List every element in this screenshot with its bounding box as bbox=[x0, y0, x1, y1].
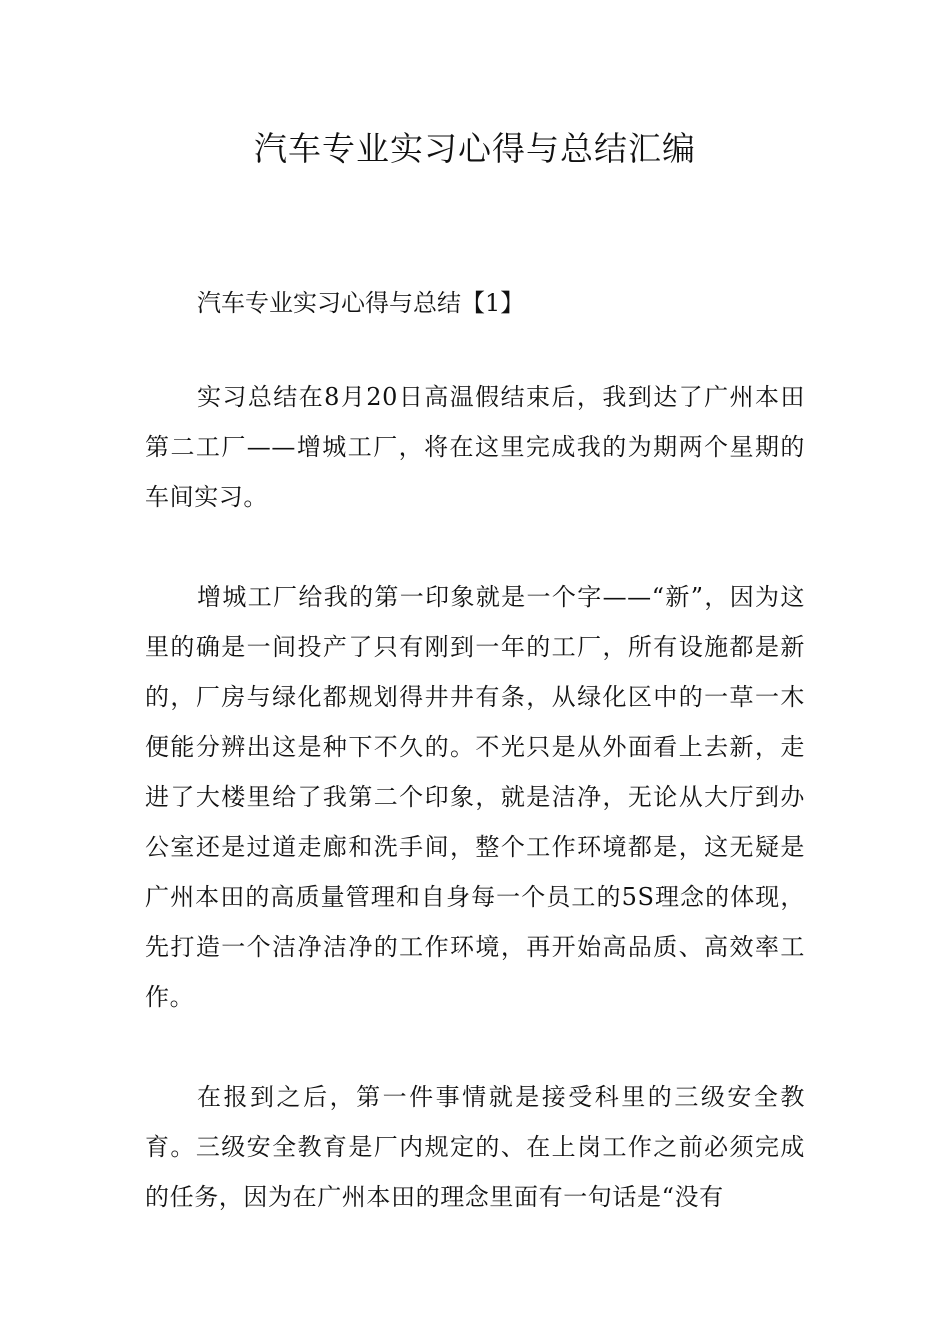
document-title: 汽车专业实习心得与总结汇编 bbox=[254, 129, 696, 168]
document-body bbox=[145, 278, 805, 1222]
paragraph-1: 实习总结在8月20日高温假结束后，我到达了广州本田第二工厂——增城工厂，将在这里完成我的为期两个星期的车间实习。 bbox=[145, 383, 805, 511]
paragraph-2: 增城工厂给我的第一印象就是一个字——“新”，因为这里的确是一间投产了只有刚到一年的工厂，所有设施都是新的，厂房与绿化都规划得井井有条，从绿化区中的一草一木便能分辨出这是种下不久的。不光只是从外面看上去新，走进了大楼里给了我第二个印象，就是洁净，无论从大厅到办公室还是过道走廊和洗手间，整个工作环境都是，这无疑是广州本田的高质量管理和自身每一个员工的5S理念的体现，先打造一个洁净洁净的工作环境，再开始高品质、高效率工作。 bbox=[145, 583, 805, 1011]
paragraph-3: 在报到之后，第一件事情就是接受科里的三级安全教育。三级安全教育是厂内规定的、在上岗工作之前必须完成的任务，因为在广州本田的理念里面有一句话是“没有 bbox=[145, 1083, 805, 1211]
section-heading: 汽车专业实习心得与总结【1】 bbox=[197, 289, 525, 317]
